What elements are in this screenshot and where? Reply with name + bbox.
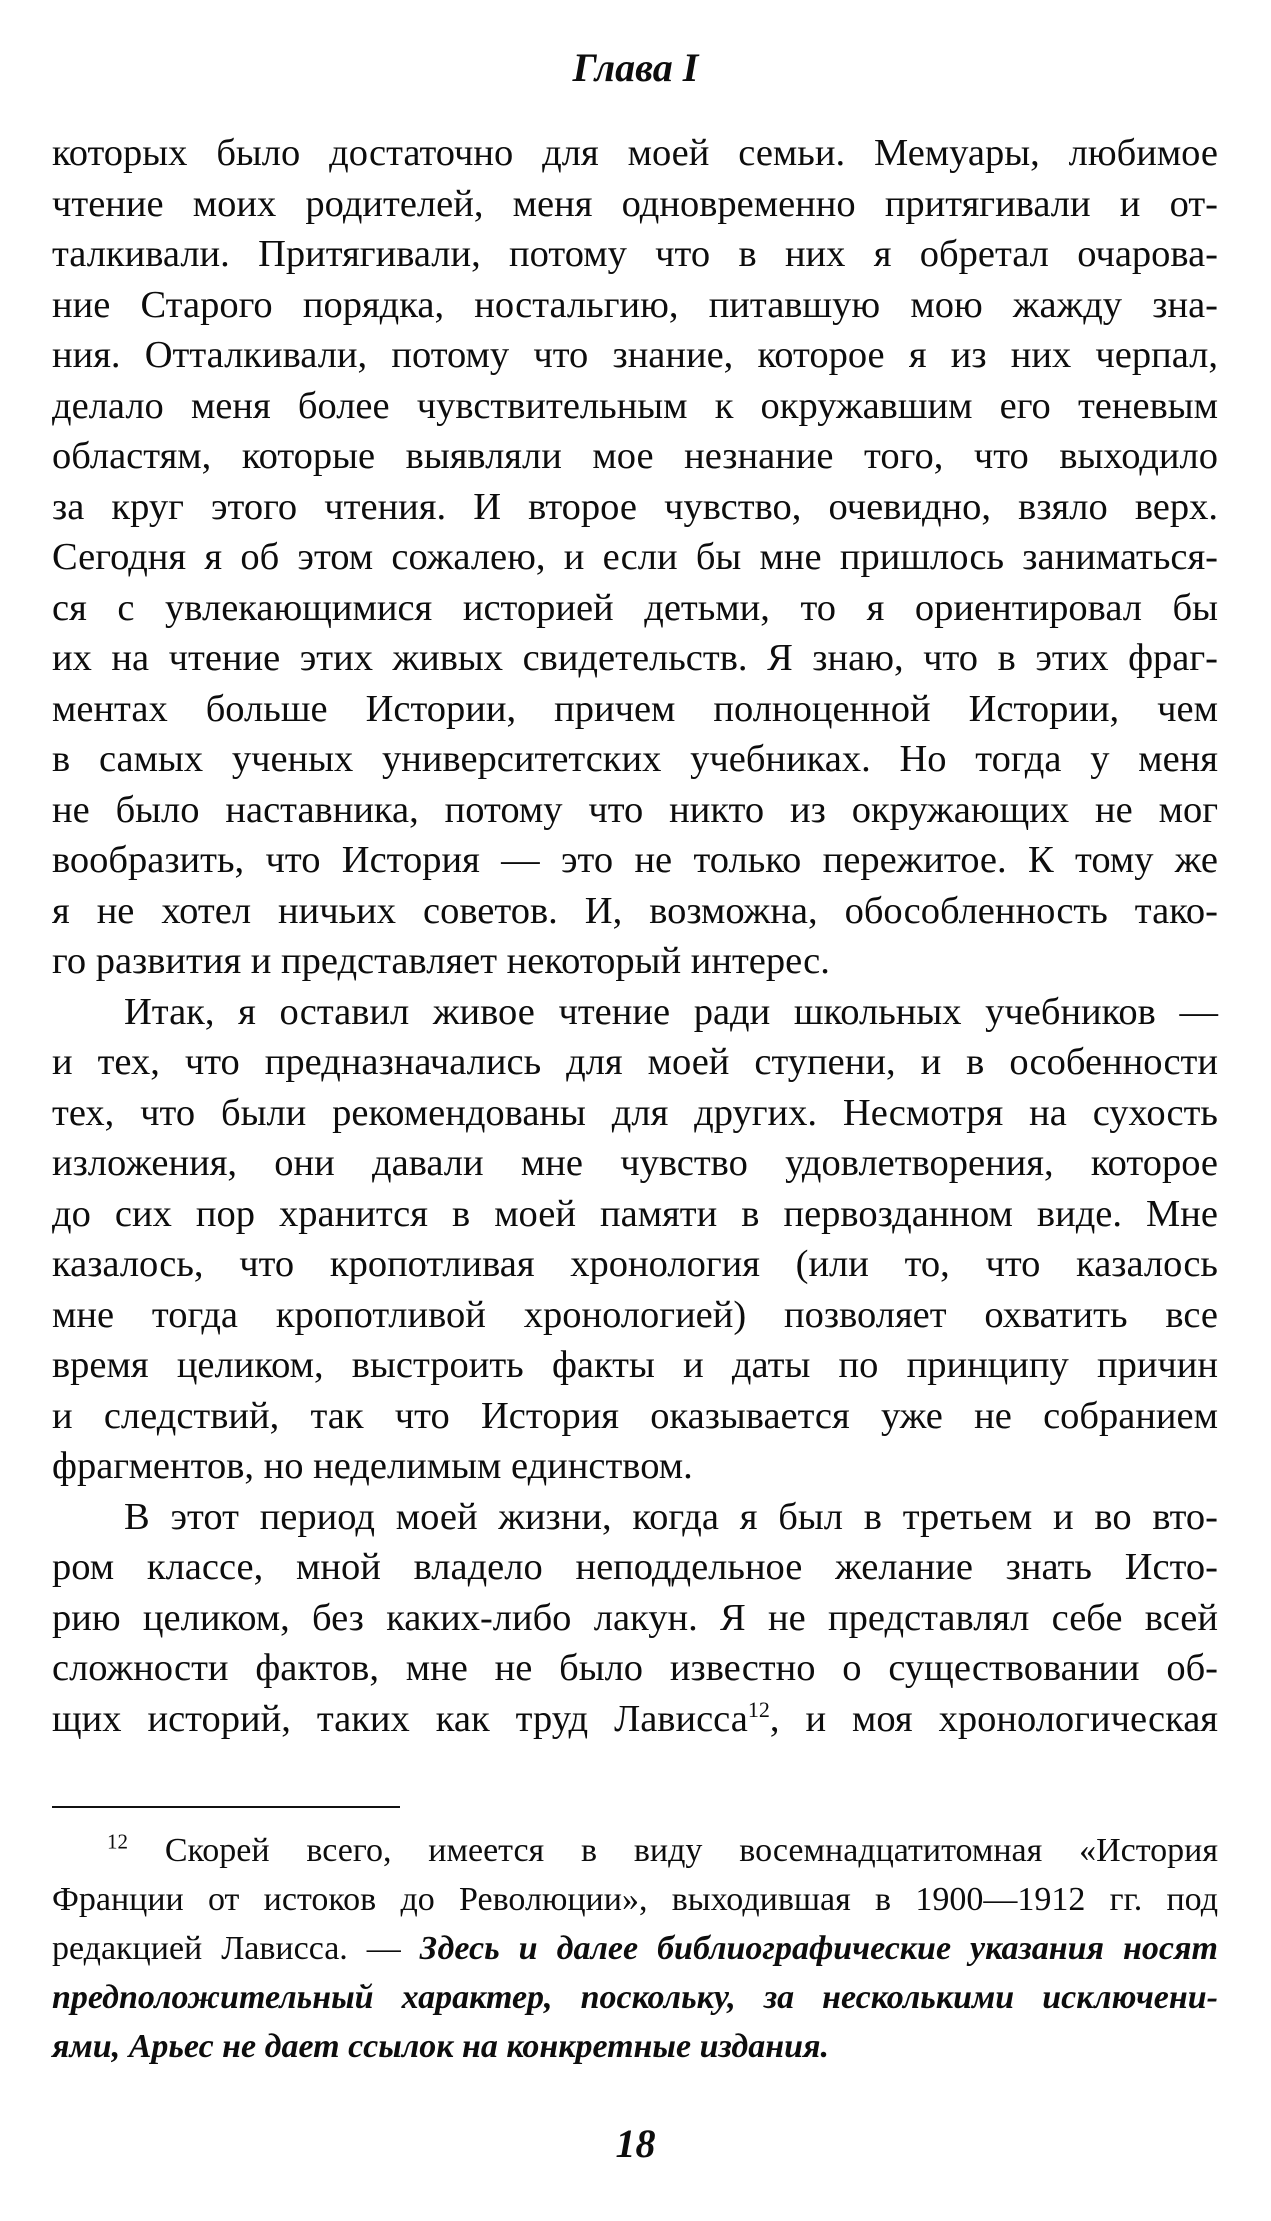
footnote-divider	[52, 1806, 400, 1808]
text-line: я не хотел ничьих советов. И, возможна, обособленность тако-	[52, 889, 1218, 932]
text-line: которых было достаточно для моей семьи. Мемуары, любимое	[52, 132, 1218, 174]
text-line-with-footnote-ref	[52, 1694, 1218, 1745]
text-line: талкивали. Притягивали, потому что в них я обретал очарова-	[52, 233, 1218, 275]
footnote-italic-text: Здесь и далее библиографические указания носят	[419, 1930, 1218, 1967]
body-text	[52, 128, 1218, 1744]
text-line: го развития и представляет некоторый интерес.	[52, 940, 830, 982]
text-line: тех, что были рекомендованы для других. Несмотря на сухость	[52, 1091, 1218, 1134]
text-segment: щих историй, таких как труд Лависса	[52, 1697, 748, 1740]
text-line: ром классе, мной владело неподдельное желание знать Исто-	[52, 1546, 1218, 1588]
footnote-reference[interactable]: 12	[747, 1696, 770, 1722]
footnote-text: Скорей всего, имеется в виду восемнадцатитомная «История	[164, 1832, 1218, 1869]
footnote-line	[52, 1826, 1218, 1875]
text-line: за круг этого чтения. И второе чувство, очевидно, взяло верх.	[52, 485, 1218, 528]
text-line: рию целиком, без каких-либо лакун. Я не представлял себе всей	[52, 1596, 1218, 1639]
text-line: ния. Отталкивали, потому что знание, которое я из них черпал,	[52, 334, 1218, 376]
text-line: сложности фактов, мне не было известно о существовании об-	[52, 1647, 1218, 1689]
footnote	[52, 1826, 1218, 2071]
footnote-line	[52, 1924, 1218, 1973]
text-line: ние Старого порядка, ностальгию, питавшую мою жажду зна-	[52, 283, 1218, 326]
text-line: до сих пор хранится в моей памяти в первозданном виде. Мне	[52, 1192, 1218, 1235]
text-line: вообразить, что История — это не только пережитое. К тому же	[52, 839, 1218, 881]
text-line: фрагментов, но неделимым единством.	[52, 1445, 693, 1487]
text-line: ся с увлекающимися историей детьми, то я ориентировал бы	[52, 586, 1218, 629]
text-line: Сегодня я об этом сожалею, и если бы мне пришлось заниматься-	[52, 536, 1218, 578]
footnote-line: Франции от истоков до Революции», выходившая в 1900—1912 гг. под	[52, 1881, 1218, 1918]
footnote-line: предположительный характер, поскольку, за несколькими исключени-	[52, 1979, 1218, 2016]
footnote-line: ями, Арьес не дает ссылок на конкретные издания.	[52, 2028, 830, 2065]
text-line: не было наставника, потому что никто из окружающих не мог	[52, 788, 1218, 831]
text-line: В этот период моей жизни, когда я был в третьем и во вто-	[124, 1495, 1218, 1538]
footnote-number: 12	[107, 1829, 128, 1854]
text-line: областям, которые выявляли мое незнание того, что выходило	[52, 435, 1218, 477]
text-line: мне тогда кропотливой хронологией) позволяет охватить все	[52, 1293, 1218, 1336]
text-line: и тех, что предназначались для моей ступени, и в особенности	[52, 1041, 1218, 1083]
text-line: и следствий, так что История оказывается уже не собранием	[52, 1394, 1218, 1437]
running-head: Глава I	[572, 45, 699, 90]
text-line: ментах больше Истории, причем полноценной Истории, чем	[52, 687, 1218, 730]
text-segment: , и моя хронологическая	[769, 1697, 1218, 1740]
text-line: Итак, я оставил живое чтение ради школьных учебников —	[124, 990, 1218, 1033]
text-line: чтение моих родителей, меня одновременно притягивали и от-	[52, 182, 1218, 225]
text-line: казалось, что кропотливая хронология (или то, что казалось	[52, 1243, 1218, 1285]
text-line: их на чтение этих живых свидетельств. Я знаю, что в этих фраг-	[52, 637, 1218, 679]
text-line: время целиком, выстроить факты и даты по принципу причин	[52, 1344, 1218, 1386]
text-line: делало меня более чувствительным к окружавшим его теневым	[52, 384, 1218, 427]
page-number: 18	[615, 2121, 656, 2166]
text-line: в самых ученых университетских учебниках. Но тогда у меня	[52, 738, 1218, 780]
footnote-text: редакцией Лависса. —	[52, 1930, 420, 1967]
text-line: изложения, они давали мне чувство удовлетворения, которое	[52, 1142, 1218, 1184]
